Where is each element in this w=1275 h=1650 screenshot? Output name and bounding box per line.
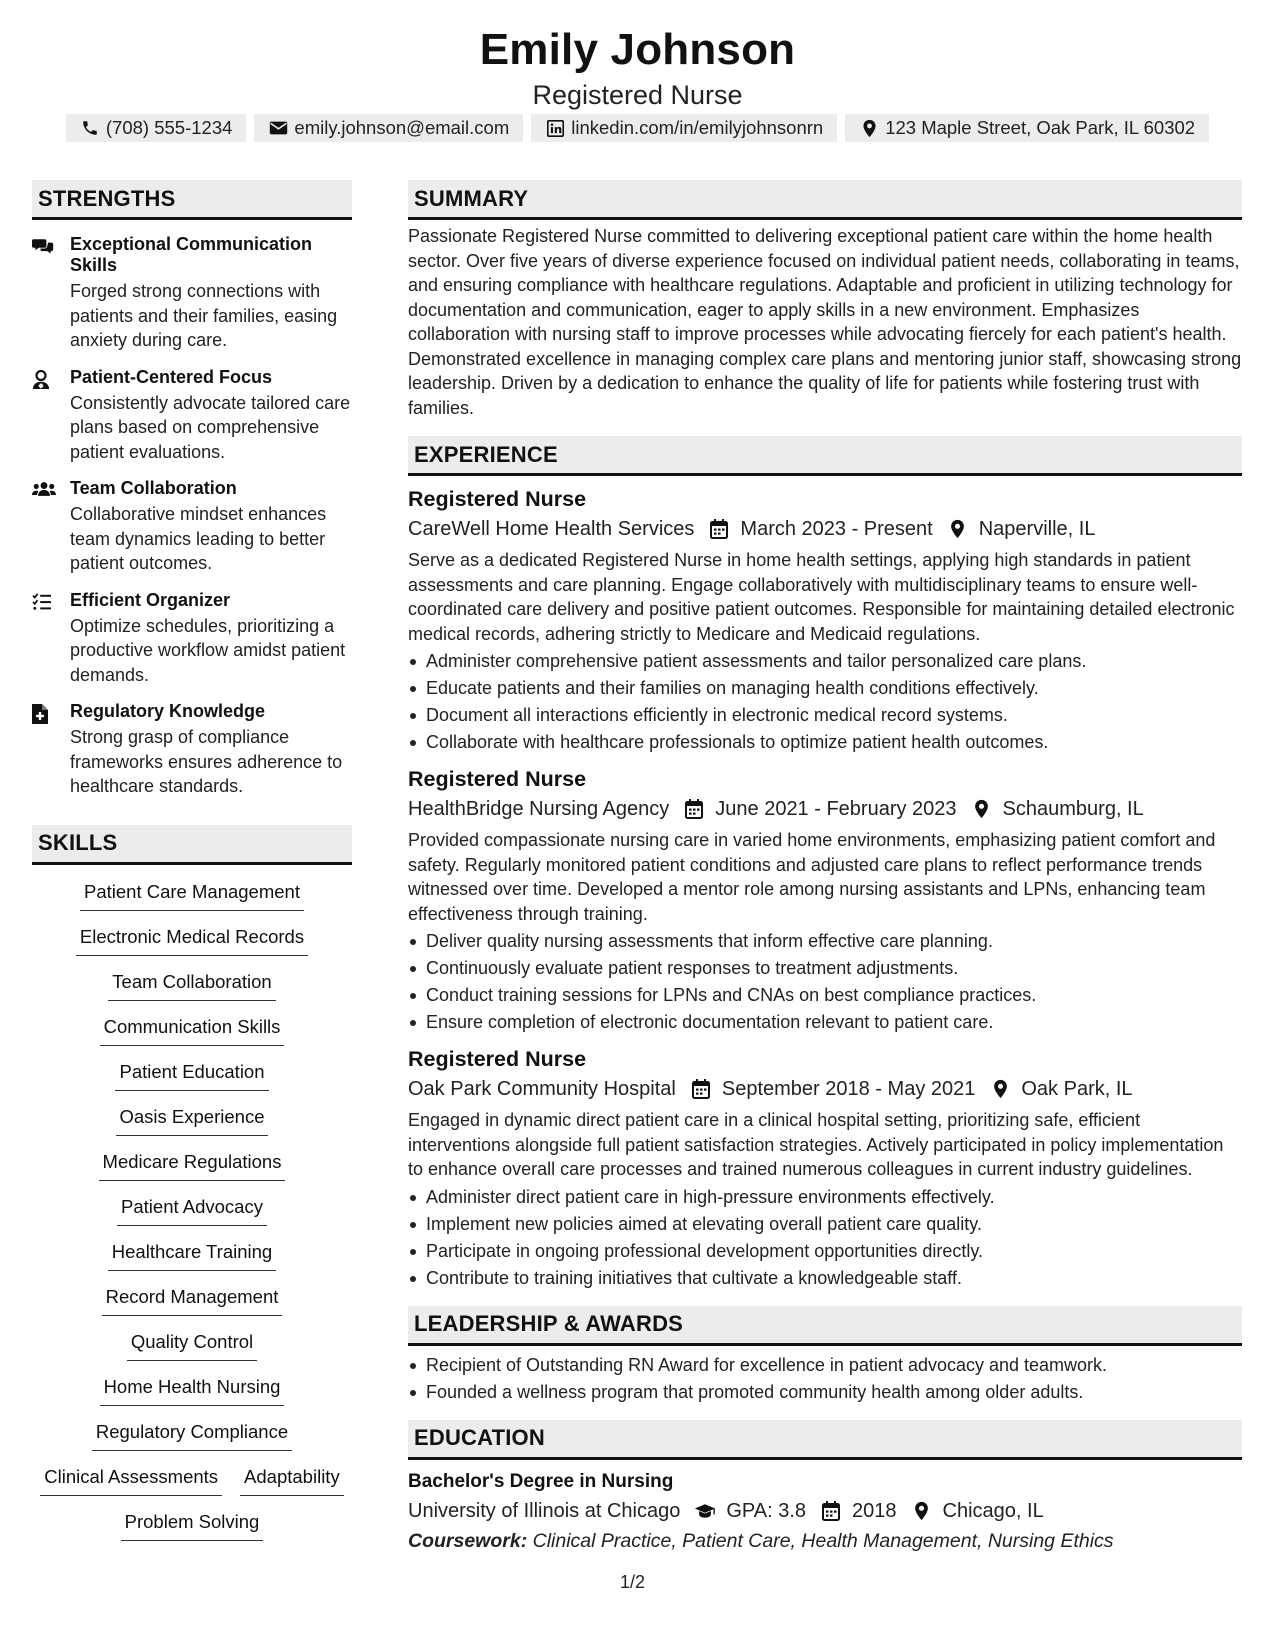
calendar-icon: [690, 1078, 712, 1100]
contact-email[interactable]: [254, 114, 523, 142]
education-heading: EDUCATION: [408, 1420, 1242, 1460]
list-item: Continuously evaluate patient responses to treatment adjustments.: [408, 955, 1242, 982]
calendar-icon: [683, 798, 705, 820]
contact-linkedin-text: linkedin.com/in/emilyjohnsonrn: [571, 117, 824, 138]
skill-tag: Clinical Assessments: [40, 1464, 222, 1496]
job-location: Naperville, IL: [978, 518, 1096, 540]
job-location: Schaumburg, IL: [1002, 798, 1144, 820]
strength-item: [32, 367, 352, 465]
skill-row: [32, 1329, 352, 1374]
job-role: Registered Nurse: [408, 1047, 587, 1071]
strength-item: [32, 590, 352, 688]
strength-desc: Collaborative mindset enhances team dynamics leading to better patient outcomes.: [70, 504, 327, 573]
skill-row: [32, 1419, 352, 1464]
skill-tag: Healthcare Training: [108, 1239, 276, 1271]
checklist-icon: [32, 590, 70, 688]
contact-address: [845, 114, 1209, 142]
education-degree: Bachelor's Degree in Nursing: [408, 1470, 674, 1492]
skill-tag: Problem Solving: [121, 1509, 264, 1541]
list-item: Conduct training sessions for LPNs and CNAs on best compliance practices.: [408, 982, 1242, 1009]
list-item: Recipient of Outstanding RN Award for excellence in patient advocacy and teamwork.: [408, 1352, 1242, 1379]
experience-heading: EXPERIENCE: [408, 436, 1242, 476]
map-pin-icon: [989, 1078, 1011, 1100]
list-item: Contribute to training initiatives that cultivate a knowledgeable staff.: [408, 1265, 1242, 1292]
job-location: Oak Park, IL: [1021, 1078, 1133, 1100]
skill-row: [32, 1149, 352, 1194]
strength-item: [32, 478, 352, 576]
contact-linkedin[interactable]: [531, 114, 837, 142]
job-role: Registered Nurse: [408, 767, 587, 791]
envelope-icon: [268, 118, 288, 138]
education-gpa: GPA: 3.8: [726, 1499, 807, 1522]
list-item: Document all interactions efficiently in electronic medical record systems.: [408, 702, 1242, 729]
graduation-cap-icon: [694, 1500, 716, 1522]
job-description: Serve as a dedicated Registered Nurse in home health settings, applying high standards in patient assessments and care planning. Engage collaboratively with multidisciplinary teams to ensure well-coordinated care delivery and positive patient outcomes. Responsible for maintaining detailed electronic medical records, adhering strictly to Medicare and Medicaid regulations.: [408, 550, 1235, 644]
skill-row: [32, 1284, 352, 1329]
education-year: 2018: [852, 1499, 897, 1522]
skill-row: [32, 1239, 352, 1284]
job-role: Registered Nurse: [408, 487, 587, 511]
list-item: Deliver quality nursing assessments that inform effective care planning.: [408, 928, 1242, 955]
right-column: [408, 180, 1242, 1556]
map-pin-icon: [911, 1500, 933, 1522]
experience-list: [408, 484, 1242, 1292]
education-location: Chicago, IL: [942, 1499, 1044, 1522]
map-pin-icon: [947, 518, 969, 540]
map-pin-icon: [859, 118, 879, 138]
list-item: Collaborate with healthcare professionals to optimize patient health outcomes.: [408, 729, 1242, 756]
page-number: 1/2: [620, 1572, 646, 1592]
coursework-label: Coursework:: [408, 1529, 528, 1552]
skill-tag: Team Collaboration: [108, 969, 275, 1001]
contact-email-text: emily.johnson@email.com: [294, 117, 510, 138]
job-dates: March 2023 - Present: [740, 518, 933, 540]
job-entry: [408, 484, 1242, 756]
skill-row: [32, 1059, 352, 1104]
leadership-list: [408, 1352, 1242, 1406]
linkedin-icon: [545, 118, 565, 138]
list-item: Founded a wellness program that promoted community health among older adults.: [408, 1379, 1242, 1406]
job-dates: September 2018 - May 2021: [721, 1078, 976, 1100]
skill-tag: Regulatory Compliance: [92, 1419, 292, 1451]
calendar-icon: [820, 1500, 842, 1522]
list-item: Educate patients and their families on managing health conditions effectively.: [408, 675, 1242, 702]
users-group-icon: [32, 478, 70, 576]
skills-list: [32, 879, 352, 1554]
skill-tag: Adaptability: [240, 1464, 344, 1496]
skill-row: [32, 1464, 352, 1509]
skill-tag: Patient Education: [115, 1059, 268, 1091]
job-company: HealthBridge Nursing Agency: [408, 798, 670, 820]
skills-heading: SKILLS: [32, 825, 352, 865]
medical-file-icon: [32, 701, 70, 799]
job-meta: [408, 514, 1242, 544]
list-item: Administer direct patient care in high-pressure environments effectively.: [408, 1184, 1242, 1211]
strength-title: Regulatory Knowledge: [70, 701, 266, 721]
job-bullets: [408, 1184, 1242, 1292]
skill-tag: Patient Advocacy: [117, 1194, 267, 1226]
skill-tag: Oasis Experience: [116, 1104, 269, 1136]
left-column: [32, 180, 352, 1554]
skill-row: [32, 1194, 352, 1239]
skill-tag: Patient Care Management: [80, 879, 304, 911]
strength-title: Team Collaboration: [70, 478, 237, 498]
phone-icon: [80, 118, 100, 138]
leadership-heading: LEADERSHIP & AWARDS: [408, 1306, 1242, 1346]
job-bullets: [408, 648, 1242, 756]
skill-tag: Quality Control: [127, 1329, 257, 1361]
skill-tag: Home Health Nursing: [100, 1374, 285, 1406]
skill-row: [32, 879, 352, 924]
job-company: Oak Park Community Hospital: [408, 1078, 676, 1100]
skill-row: [32, 1509, 352, 1554]
coursework-text: Clinical Practice, Patient Care, Health Management, Nursing Ethics: [532, 1529, 1114, 1552]
contact-phone[interactable]: [66, 114, 247, 142]
strength-item: [32, 234, 352, 353]
skill-tag: Electronic Medical Records: [76, 924, 308, 956]
education-meta: [408, 1496, 1242, 1526]
job-meta: [408, 794, 1242, 824]
skill-tag: Communication Skills: [100, 1014, 285, 1046]
strength-desc: Consistently advocate tailored care plans based on comprehensive patient evaluations.: [70, 392, 351, 462]
strength-title: Exceptional Communication Skills: [70, 234, 313, 275]
job-description: Engaged in dynamic direct patient care in a clinical hospital setting, prioritizing safe, efficient interventions alongside full patient satisfaction strategies. Actively participated in policy implementation to enhance overall care processes and trained numerous colleagues in current industry guidelines.: [408, 1110, 1224, 1179]
job-meta: [408, 1074, 1242, 1104]
calendar-icon: [708, 518, 730, 540]
job-dates: June 2021 - February 2023: [715, 798, 957, 820]
list-item: Participate in ongoing professional development opportunities directly.: [408, 1238, 1242, 1265]
skill-row: [32, 1374, 352, 1419]
education-coursework: [408, 1526, 1242, 1556]
chat-bubbles-icon: [32, 234, 70, 353]
strength-desc: Strong grasp of compliance frameworks ensures adherence to healthcare standards.: [70, 727, 343, 796]
contact-phone-text: (708) 555-1234: [105, 117, 233, 138]
job-entry: [408, 764, 1242, 1036]
list-item: Ensure completion of electronic documentation relevant to patient care.: [408, 1009, 1242, 1036]
skill-row: [32, 1014, 352, 1059]
map-pin-icon: [971, 798, 993, 820]
contact-bar: [0, 114, 1275, 142]
skill-row: [32, 924, 352, 969]
job-company: CareWell Home Health Services: [408, 518, 695, 540]
strength-title: Efficient Organizer: [70, 589, 231, 610]
resume-header: [0, 22, 1275, 112]
contact-address-text: 123 Maple Street, Oak Park, IL 60302: [885, 117, 1196, 138]
list-item: Administer comprehensive patient assessments and tailor personalized care plans.: [408, 648, 1242, 675]
skill-row: [32, 1104, 352, 1149]
skill-tag: Record Management: [102, 1284, 283, 1316]
job-description: Provided compassionate nursing care in varied home environments, emphasizing patient comfort and safety. Regularly monitored patient conditions and adjusted care plans to reflect performance trends witnessed over time. Developed a mentor role among nursing assistants and LPNs, enhancing team effectiveness through training.: [408, 830, 1216, 924]
candidate-name: Emily Johnson: [479, 25, 796, 74]
job-entry: [408, 1044, 1242, 1292]
strength-desc: Optimize schedules, prioritizing a productive workflow amidst patient demands.: [70, 615, 346, 685]
education-school: University of Illinois at Chicago: [408, 1499, 681, 1522]
candidate-title: Registered Nurse: [532, 80, 743, 110]
summary-heading: SUMMARY: [408, 180, 1242, 220]
job-bullets: [408, 928, 1242, 1036]
list-item: Implement new policies aimed at elevating overall patient care quality.: [408, 1211, 1242, 1238]
strength-item: [32, 701, 352, 799]
skill-tag: Medicare Regulations: [99, 1149, 286, 1181]
skill-row: [32, 969, 352, 1014]
strength-title: Patient-Centered Focus: [70, 366, 273, 387]
strengths-heading: STRENGTHS: [32, 180, 352, 220]
patient-user-icon: [32, 367, 70, 465]
strength-desc: Forged strong connections with patients and their families, easing anxiety during care.: [70, 281, 338, 350]
summary-text: Passionate Registered Nurse committed to delivering exceptional patient care within the home health sector. Over five years of diverse experience focused on individual patient needs, collaborating in teams, and ensuring compliance with healthcare regulations. Adaptable and proficient in utilizing technology for documentation and communication, eager to apply skills in a new environment. Emphasizes collaboration with nursing staff to improve processes while advocating fiercely for each patient's health. Demonstrated excellence in managing complex care plans and mentoring junior staff, showcasing strong leadership. Driven by a dedication to enhance the quality of life for patients while fostering trust with families.: [408, 226, 1242, 418]
